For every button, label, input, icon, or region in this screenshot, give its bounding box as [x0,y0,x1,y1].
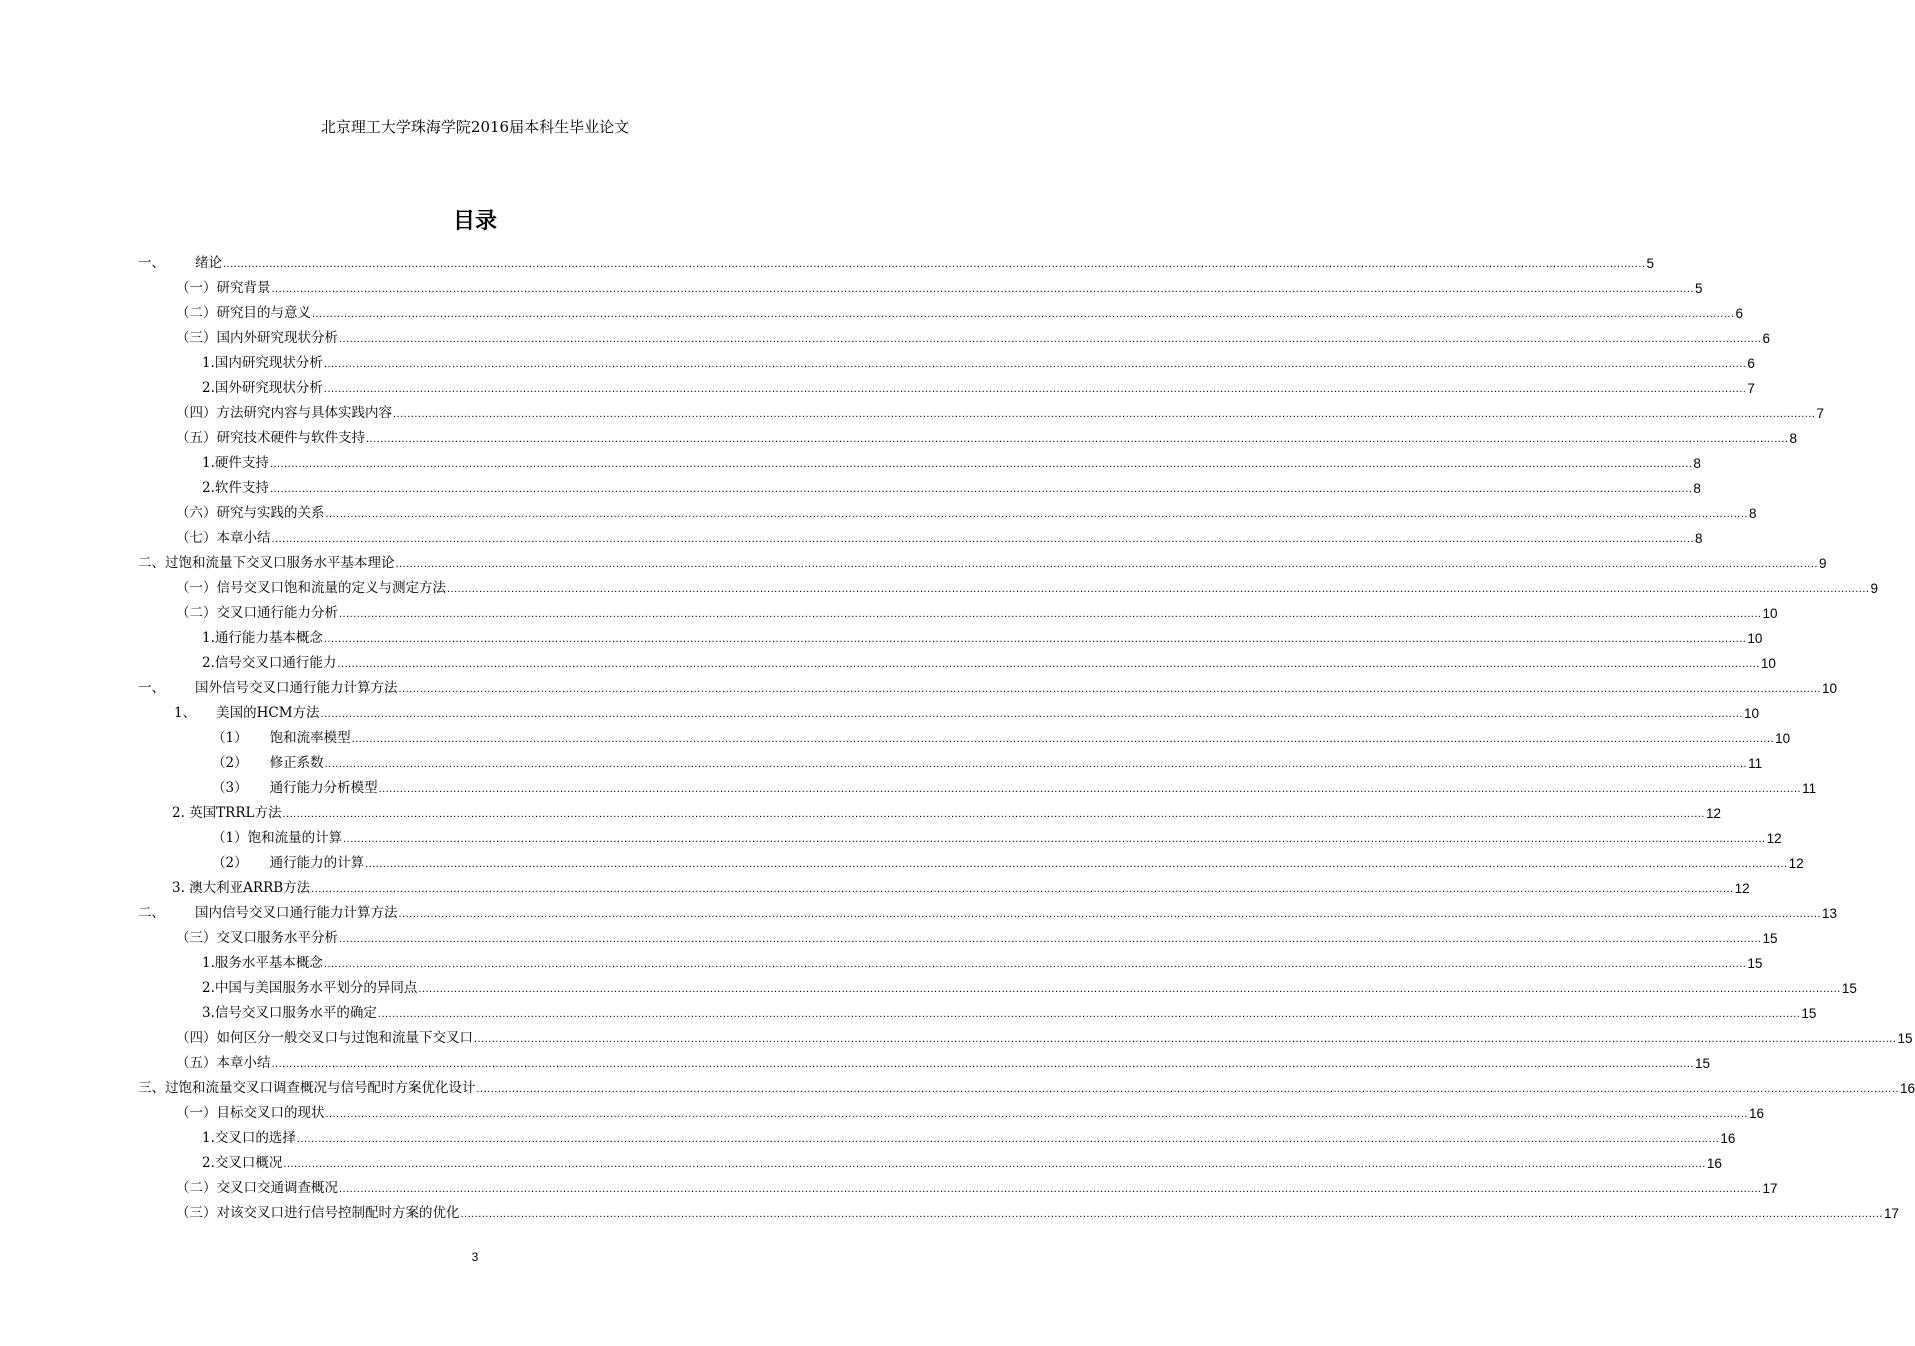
toc-leader-dots: ................................................................................................................................................................................................................................................................................................................................................................................................................ [324,758,1748,770]
toc-entry-text: 三、过饱和流量交叉口调查概况与信号配时方案优化设计 [138,1080,476,1096]
toc-entry-text: （五）研究技术硬件与软件支持 [176,430,365,446]
toc-leader-dots: ................................................................................................................................................................................................................................................................................................................................................................................................................ [283,1158,1706,1170]
toc-entry[interactable] [202,623,1763,648]
toc-entry-page: 8 [1789,431,1797,446]
toc-entry-page: 10 [1775,731,1791,746]
toc-entry[interactable] [176,398,1824,423]
toc-entry[interactable] [202,1123,1736,1148]
toc-leader-dots: ................................................................................................................................................................................................................................................................................................................................................................................................................ [269,458,1693,470]
toc-leader-dots: ................................................................................................................................................................................................................................................................................................................................................................................................................ [296,1133,1720,1145]
toc-entry-number: 一、 [138,255,165,271]
toc-entry-text: （三）国内外研究现状分析 [176,330,338,346]
toc-entry-text: （1）饱和流量的计算 [212,830,343,846]
toc-entry-text: （三）交叉口服务水平分析 [176,930,338,946]
toc-leader-dots: ................................................................................................................................................................................................................................................................................................................................................................................................................ [366,433,1789,445]
toc-entry-page: 11 [1802,781,1817,796]
toc-leader-dots: ................................................................................................................................................................................................................................................................................................................................................................................................................ [476,1083,1899,1095]
toc-entry[interactable] [176,423,1797,448]
toc-entry-page: 9 [1818,556,1827,571]
toc-entry-page: 6 [1747,356,1755,371]
toc-leader-dots: ................................................................................................................................................................................................................................................................................................................................................................................................................ [282,808,1705,820]
toc-entry[interactable] [202,448,1701,473]
toc-entry[interactable] [172,798,1721,823]
toc-entry[interactable] [202,373,1755,398]
toc-leader-dots: ................................................................................................................................................................................................................................................................................................................................................................................................................ [460,1208,1883,1220]
toc-entry[interactable] [176,1198,1899,1223]
toc-leader-dots: ................................................................................................................................................................................................................................................................................................................................................................................................................ [418,983,1841,995]
toc-leader-dots: ................................................................................................................................................................................................................................................................................................................................................................................................................ [323,633,1747,645]
toc-entry-page: 12 [1734,881,1750,896]
toc-entry-text: 通行能力分析模型 [269,780,378,796]
toc-entry-text: （五）本章小结 [176,1055,271,1071]
toc-entry-text: 国外信号交叉口通行能力计算方法 [195,680,398,696]
toc-entry-page: 12 [1705,806,1721,821]
toc-entry-text: （二）研究目的与意义 [176,305,311,321]
toc-entry-text: 2.国外研究现状分析 [202,380,323,396]
toc-entry-text: 绪论 [195,255,222,271]
toc-leader-dots: ................................................................................................................................................................................................................................................................................................................................................................................................................ [398,683,1821,695]
toc-entry-text: （二）交叉口通行能力分析 [176,605,338,621]
toc-leader-dots: ................................................................................................................................................................................................................................................................................................................................................................................................................ [365,858,1788,870]
toc-entry[interactable] [138,898,1837,923]
toc-entry-page: 8 [1693,481,1701,496]
toc-entry-text: 2.软件支持 [202,480,269,496]
toc-leader-dots: ................................................................................................................................................................................................................................................................................................................................................................................................................ [474,1033,1897,1045]
toc-entry-page: 11 [1748,756,1763,771]
toc-entry-page: 13 [1821,906,1837,921]
toc-leader-dots: ................................................................................................................................................................................................................................................................................................................................................................................................................ [339,333,1762,345]
toc-leader-dots: ................................................................................................................................................................................................................................................................................................................................................................................................................ [271,1058,1694,1070]
toc-entry-text: 修正系数 [269,755,324,771]
toc-leader-dots: ................................................................................................................................................................................................................................................................................................................................................................................................................ [311,883,1734,895]
toc-entry-number: （2） [212,755,248,771]
toc-leader-dots: ................................................................................................................................................................................................................................................................................................................................................................................................................ [351,733,1775,745]
toc-entry-text: 2.交叉口概况 [202,1155,283,1171]
toc-entry[interactable] [138,548,1827,573]
toc-leader-dots: ................................................................................................................................................................................................................................................................................................................................................................................................................ [393,408,1816,420]
toc-entry-text: （一）目标交叉口的现状 [176,1105,325,1121]
toc-entry-page: 5 [1694,281,1703,296]
toc-leader-dots: ................................................................................................................................................................................................................................................................................................................................................................................................................ [377,1008,1801,1020]
toc-entry[interactable] [176,923,1778,948]
toc-entry-text: 2.信号交叉口通行能力 [202,655,337,671]
toc-entry-text: （一）信号交叉口饱和流量的定义与测定方法 [176,580,446,596]
toc-entry[interactable] [202,998,1817,1023]
toc-entry-page: 12 [1766,831,1782,846]
toc-entry-text: 2.中国与美国服务水平划分的异同点 [202,980,418,996]
toc-entry-text: （六）研究与实践的关系 [176,505,325,521]
toc-entry[interactable] [176,1048,1710,1073]
toc-entry-page: 16 [1748,1106,1764,1121]
running-header: 北京理工大学珠海学院2016届本科生毕业论文 [320,118,630,136]
toc-entry[interactable] [138,673,1837,698]
toc-entry-page: 9 [1870,581,1878,596]
toc-leader-dots: ................................................................................................................................................................................................................................................................................................................................................................................................................ [271,533,1694,545]
toc-entry[interactable] [202,1148,1722,1173]
page-number: 3 [471,1250,479,1264]
toc-entry[interactable] [212,848,1804,873]
toc-entry-text: 二、过饱和流量下交叉口服务水平基本理论 [138,555,395,571]
toc-entry-text: （四）方法研究内容与具体实践内容 [176,405,392,421]
toc-leader-dots: ................................................................................................................................................................................................................................................................................................................................................................................................................ [325,1108,1748,1120]
toc-leader-dots: ................................................................................................................................................................................................................................................................................................................................................................................................................ [325,508,1748,520]
toc-entry[interactable] [202,473,1701,498]
toc-entry-number: （3） [212,780,248,796]
toc-entry-number: （2） [212,855,248,871]
toc-leader-dots: ................................................................................................................................................................................................................................................................................................................................................................................................................ [312,308,1735,320]
toc-entry[interactable] [212,723,1791,748]
toc-entry-number: 二、 [138,905,165,921]
toc-leader-dots: ................................................................................................................................................................................................................................................................................................................................................................................................................ [320,708,1743,720]
toc-leader-dots: ................................................................................................................................................................................................................................................................................................................................................................................................................ [395,558,1818,570]
toc-entry-page: 16 [1706,1156,1722,1171]
toc-entry-page: 10 [1760,656,1776,671]
toc-entry-page: 16 [1899,1081,1915,1096]
toc-entry[interactable] [202,948,1763,973]
toc-entry-text: 2. 英国TRRL方法 [172,805,282,821]
toc-entry-text: （三）对该交叉口进行信号控制配时方案的优化 [176,1205,460,1221]
toc-entry-page: 15 [1897,1031,1913,1046]
toc-entry-page: 16 [1720,1131,1736,1146]
toc-entry-text: 1.交叉口的选择 [202,1130,296,1146]
toc-entry[interactable] [176,573,1878,598]
toc-entry-page: 10 [1744,706,1760,721]
toc-leader-dots: ................................................................................................................................................................................................................................................................................................................................................................................................................ [223,258,1646,270]
toc-entry-text: 1.通行能力基本概念 [202,630,323,646]
toc-entry-page: 15 [1762,931,1778,946]
toc-entry-page: 15 [1694,1056,1710,1071]
toc-entry[interactable] [176,1173,1778,1198]
toc-entry[interactable] [212,773,1817,798]
toc-entry-text: （四）如何区分一般交叉口与过饱和流量下交叉口 [176,1030,473,1046]
toc-entry-page: 8 [1748,506,1757,521]
toc-entry-text: 国内信号交叉口通行能力计算方法 [195,905,398,921]
toc-entry-number: 1、 [174,705,197,721]
toc-entry[interactable] [176,498,1757,523]
toc-entry-page: 15 [1801,1006,1817,1021]
toc-entry-text: （二）交叉口交通调查概况 [176,1180,338,1196]
toc-entry-page: 12 [1788,856,1804,871]
toc-entry-text: 美国的HCM方法 [216,705,320,721]
toc-entry[interactable] [212,823,1782,848]
toc-entry-page: 7 [1816,406,1824,421]
toc-entry[interactable] [176,298,1743,323]
toc-entry[interactable] [176,273,1703,298]
toc-entry[interactable] [212,748,1763,773]
toc-entry[interactable] [202,648,1776,673]
toc-leader-dots: ................................................................................................................................................................................................................................................................................................................................................................................................................ [447,583,1870,595]
toc-entry-page: 6 [1762,331,1770,346]
toc-entry[interactable] [176,598,1778,623]
toc-entry-page: 17 [1883,1206,1899,1221]
toc-entry-text: 1.硬件支持 [202,455,269,471]
toc-leader-dots: ................................................................................................................................................................................................................................................................................................................................................................................................................ [323,958,1747,970]
toc-entry[interactable] [174,698,1760,723]
toc-entry[interactable] [176,323,1770,348]
toc-leader-dots: ................................................................................................................................................................................................................................................................................................................................................................................................................ [323,383,1747,395]
toc-leader-dots: ................................................................................................................................................................................................................................................................................................................................................................................................................ [343,833,1766,845]
toc-leader-dots: ................................................................................................................................................................................................................................................................................................................................................................................................................ [339,1183,1762,1195]
toc-leader-dots: ................................................................................................................................................................................................................................................................................................................................................................................................................ [378,783,1802,795]
toc-entry-page: 15 [1747,956,1763,971]
toc-leader-dots: ................................................................................................................................................................................................................................................................................................................................................................................................................ [271,283,1694,295]
toc-entry-page: 15 [1841,981,1857,996]
toc-leader-dots: ................................................................................................................................................................................................................................................................................................................................................................................................................ [339,608,1762,620]
toc-entry-text: 1.服务水平基本概念 [202,955,323,971]
toc-entry-page: 10 [1762,606,1778,621]
toc-entry-text: 饱和流率模型 [269,730,351,746]
toc-title: 目录 [452,208,497,234]
toc-entry-text: 3. 澳大利亚ARRB方法 [172,880,311,896]
toc-entry[interactable] [176,1098,1764,1123]
toc-entry[interactable] [176,523,1703,548]
toc-entry-number: （1） [212,730,248,746]
toc-entry[interactable] [138,248,1654,273]
toc-entry-text: （七）本章小结 [176,530,271,546]
toc-entry-text: （一）研究背景 [176,280,271,296]
toc-leader-dots: ................................................................................................................................................................................................................................................................................................................................................................................................................ [339,933,1762,945]
toc-entry-number: 一、 [138,680,165,696]
toc-leader-dots: ................................................................................................................................................................................................................................................................................................................................................................................................................ [398,908,1821,920]
toc-entry-page: 8 [1694,531,1703,546]
toc-entry[interactable] [172,873,1750,898]
toc-entry-page: 7 [1747,381,1755,396]
toc-entry-page: 5 [1646,256,1654,271]
toc-leader-dots: ................................................................................................................................................................................................................................................................................................................................................................................................................ [323,358,1747,370]
toc-leader-dots: ................................................................................................................................................................................................................................................................................................................................................................................................................ [337,658,1760,670]
toc-entry[interactable] [138,1073,1915,1098]
toc-entry-text: 1.国内研究现状分析 [202,355,323,371]
toc-entry-page: 10 [1821,681,1837,696]
toc-entry[interactable] [176,1023,1913,1048]
toc-entry-page: 17 [1762,1181,1778,1196]
toc-entry-page: 8 [1693,456,1701,471]
toc-leader-dots: ................................................................................................................................................................................................................................................................................................................................................................................................................ [269,483,1693,495]
toc-entry-page: 10 [1747,631,1763,646]
toc-entry[interactable] [202,348,1755,373]
toc-entry-text: 通行能力的计算 [269,855,365,871]
toc-entry-text: 3.信号交叉口服务水平的确定 [202,1005,377,1021]
toc-entry[interactable] [202,973,1857,998]
toc-entry-page: 6 [1735,306,1743,321]
